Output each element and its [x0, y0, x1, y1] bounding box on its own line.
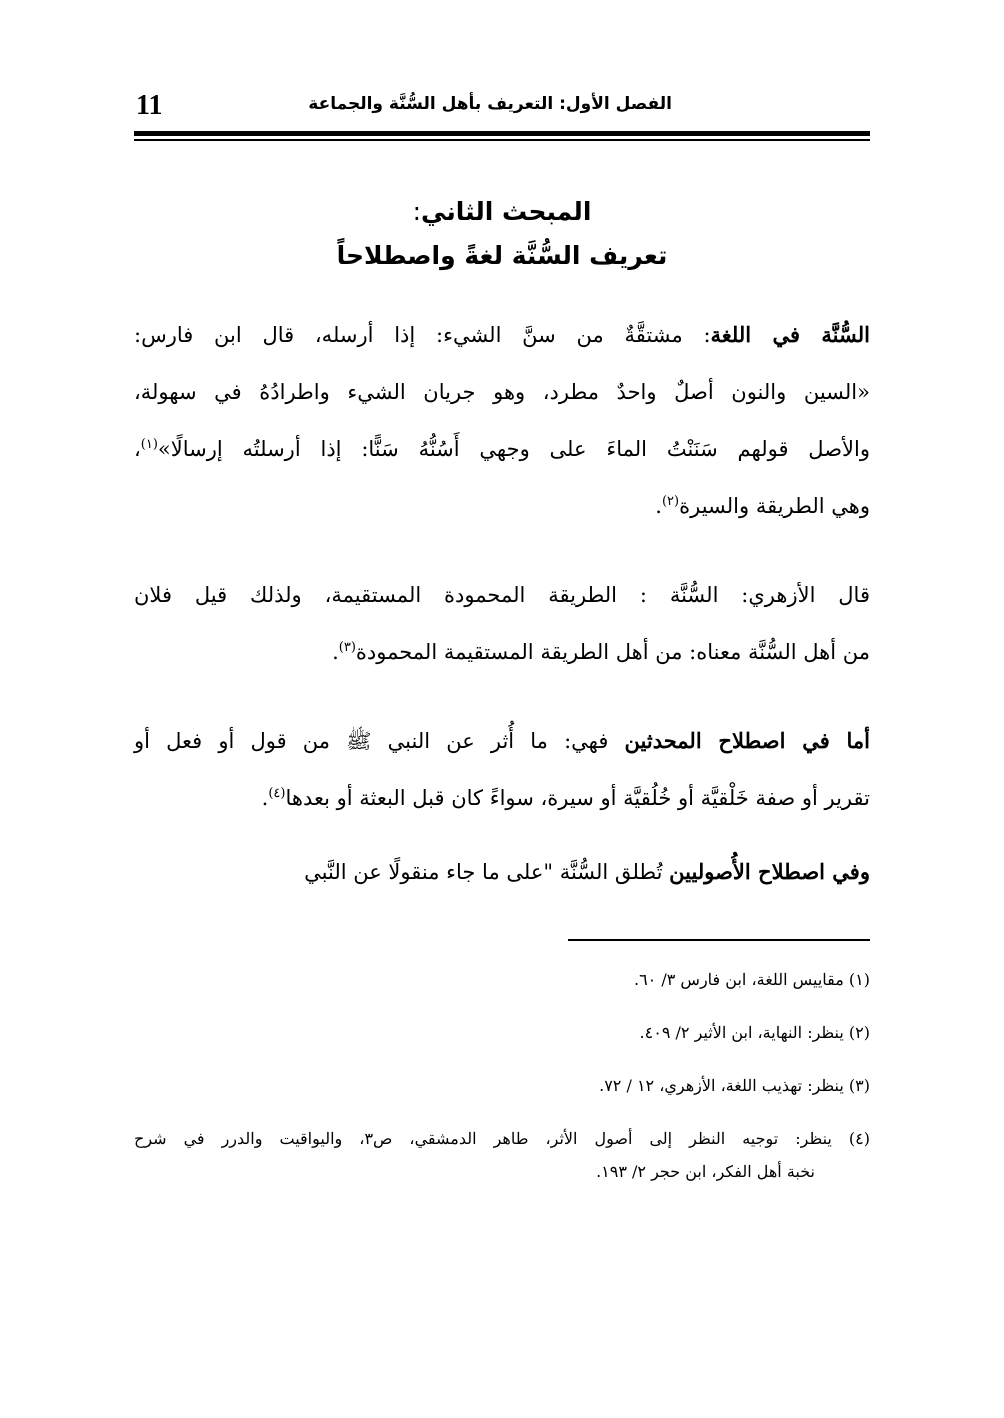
paragraph-text: والأصل قولهم سَنَنْتُ الماءَ على وجهي أَسُنُّهُ سَنًّا: إذا أرسلتُه إرسالًا» — [157, 437, 870, 461]
footnote-text: (٤) ينظر: توجيه النظر إلى أصول الأثر، طاهر الدمشقي، ص٣، واليواقيت والدرر في شرح — [134, 1129, 870, 1148]
footnote-ref[interactable]: (٤) — [268, 786, 286, 801]
paragraph-line — [134, 478, 870, 535]
paragraph-text: : مشتقَّةٌ من سنَّ الشيء: إذا أرسله، قال ابن فارس: — [134, 323, 711, 347]
footnote-ref[interactable]: (٣) — [338, 640, 356, 655]
section-heading-text: المبحث الثاني — [421, 197, 592, 226]
footnote-ref[interactable]: (٢) — [661, 494, 680, 509]
paragraph-line — [134, 421, 870, 478]
paragraph-text: . — [261, 786, 269, 810]
paragraph-text: ، — [134, 437, 141, 461]
footnotes — [134, 963, 870, 1208]
section-heading — [134, 192, 870, 232]
paragraph-muhaddithin — [134, 712, 870, 827]
paragraph-azhari — [134, 567, 870, 681]
section-subheading: تعريف السُّنَّة لغةً واصطلاحاً — [336, 241, 668, 270]
paragraph-text: تقرير أو صفة خَلْقيَّة أو خُلُقيَّة أو سيرة، سواءً كان قبل البعثة أو بعدها — [285, 786, 870, 810]
section-heading-colon: : — [412, 197, 422, 226]
paragraph-line — [134, 306, 870, 364]
paragraph-usuliyyin — [134, 843, 870, 901]
paragraph-line: قال الأزهري: السُّنَّة : الطريقة المحمودة المستقيمة، ولذلك قيل فلان — [134, 583, 870, 607]
paragraph-text: تُطلق السُّنَّة "على ما جاء منقولًا عن النَّبي — [304, 860, 670, 884]
paragraph-line: «السين والنون أصلٌ واحدٌ مطرد، وهو جريان الشيء واطرادُهُ في سهولة، — [134, 380, 870, 404]
paragraph-text: . — [332, 640, 339, 664]
footnote-item — [134, 1122, 870, 1188]
header-rule-thick — [134, 131, 870, 136]
footnote-item: (١) مقاييس اللغة، ابن فارس ٣/ ٦٠. — [633, 970, 870, 989]
paragraph-lead: السُّنَّة في اللغة — [710, 322, 870, 347]
paragraph-lead: أما في اصطلاح المحدثين — [624, 728, 870, 753]
paragraph-text: فهي: ما أُثر عن النبي ﷺ من قول أو فعل أو — [134, 729, 625, 753]
paragraph-text: من أهل السُّنَّة معناه: من أهل الطريقة المستقيمة المحمودة — [355, 640, 870, 664]
footnote-ref[interactable]: (١) — [140, 437, 158, 452]
paragraph-sunnah-linguistic — [134, 306, 870, 535]
paragraph-line — [134, 712, 870, 770]
footnote-item: (٣) ينظر: تهذيب اللغة، الأزهري، ١٢ / ٧٢. — [599, 1076, 870, 1095]
footnote-item: (٢) ينظر: النهاية، ابن الأثير ٢/ ٤٠٩. — [639, 1023, 870, 1042]
paragraph-text: . — [655, 494, 662, 518]
paragraph-line — [134, 843, 870, 901]
footnote-continuation: نخبة أهل الفكر، ابن حجر ٢/ ١٩٣. — [596, 1162, 815, 1181]
paragraph-line — [134, 624, 870, 681]
paragraph-lead: وفي اصطلاح الأُصوليين — [669, 859, 870, 884]
paragraph-text: وهي الطريقة والسيرة — [679, 494, 870, 518]
page-header — [134, 84, 870, 126]
page-number: 11 — [136, 90, 163, 121]
chapter-title: الفصل الأول: التعريف بأهل السُّنَّة والجماعة — [308, 94, 672, 114]
paragraph-line — [134, 770, 870, 827]
footnote-separator — [568, 939, 870, 941]
header-rule-thin — [134, 139, 870, 141]
